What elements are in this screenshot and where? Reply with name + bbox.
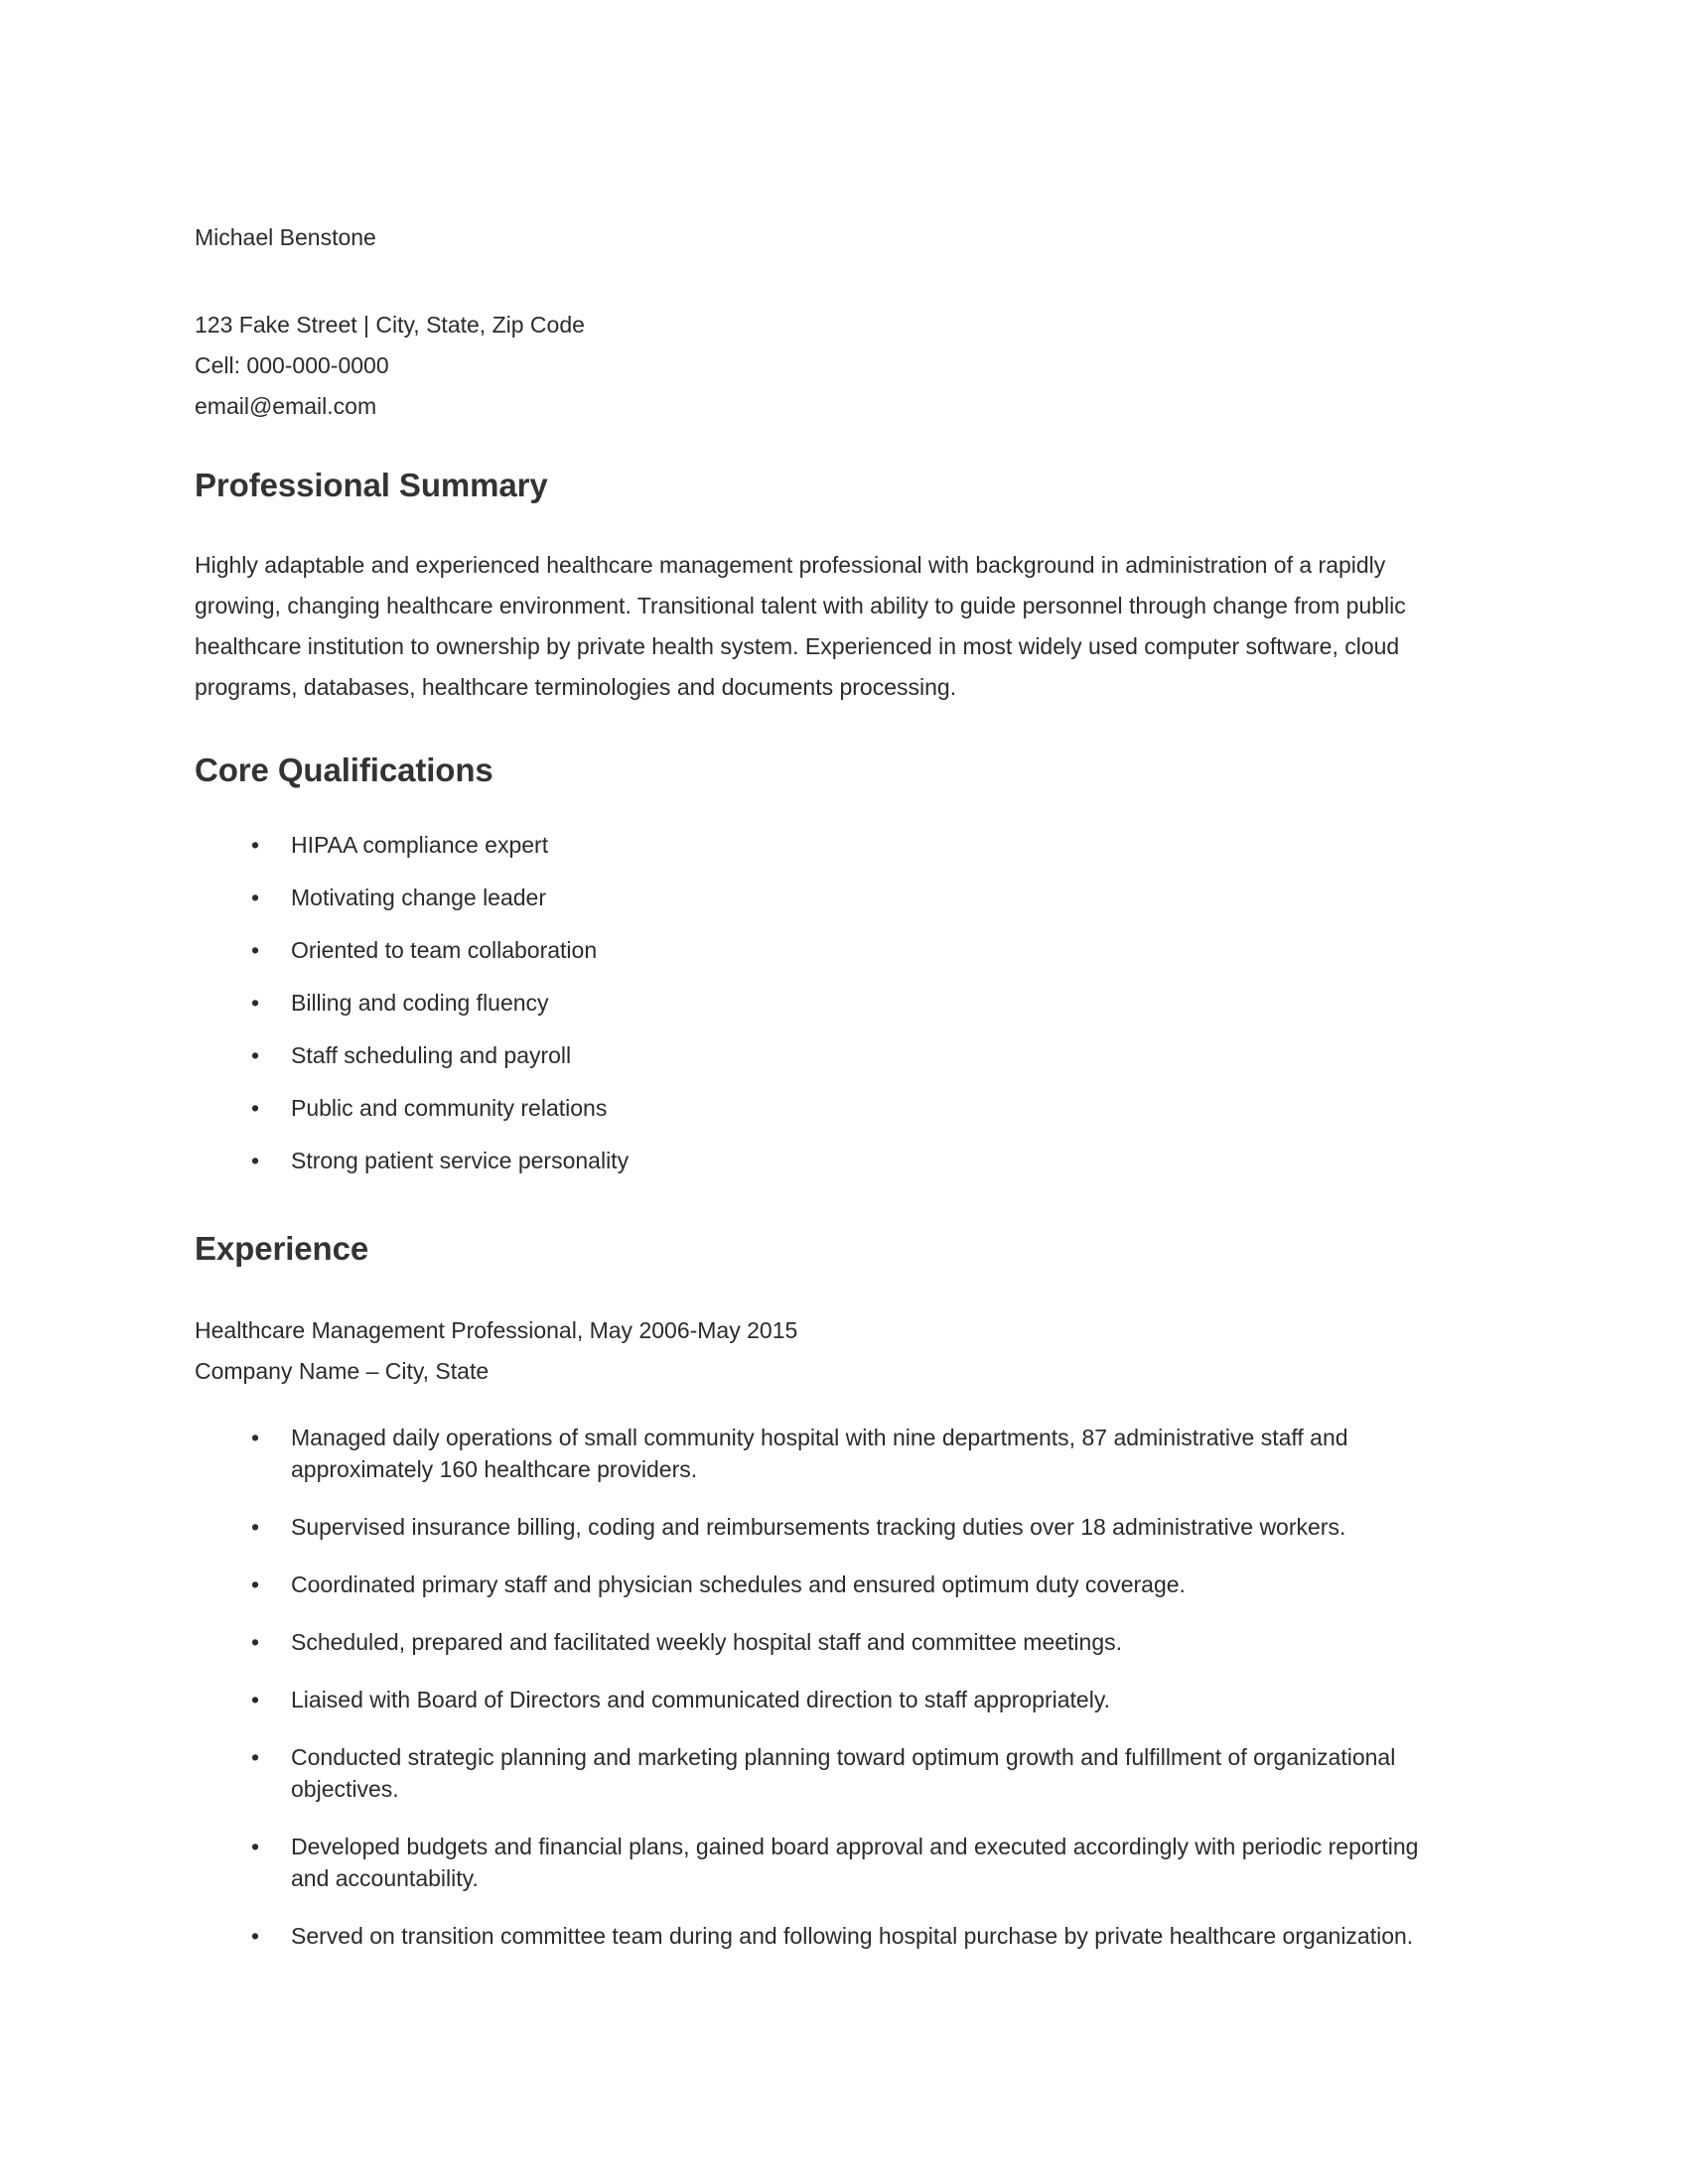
- list-item-label: Motivating change leader: [291, 885, 546, 910]
- list-item: [195, 1626, 1450, 1658]
- job-responsibilities-list: [195, 1422, 1450, 1952]
- section-heading-core-qualifications: Core Qualifications: [195, 751, 493, 788]
- bullet-dot-icon: •: [251, 1687, 260, 1712]
- bullet-dot-icon: •: [251, 1425, 260, 1450]
- list-item-label: Public and community relations: [291, 1095, 608, 1121]
- section-heading-professional-summary: Professional Summary: [195, 467, 548, 503]
- contact-block: [195, 305, 1450, 427]
- list-item-label: Staff scheduling and payroll: [291, 1042, 572, 1068]
- list-item-label: HIPAA compliance expert: [291, 832, 549, 858]
- list-item: [195, 1146, 1450, 1176]
- list-item-label: Liaised with Board of Directors and communicated direction to staff appropriately.: [291, 1687, 1111, 1712]
- contact-email: email@email.com: [195, 393, 377, 419]
- experience-section: [195, 1310, 1450, 1952]
- list-item: [195, 1511, 1450, 1543]
- contact-address: 123 Fake Street | City, State, Zip Code: [195, 312, 585, 338]
- candidate-name: Michael Benstone: [195, 224, 376, 250]
- bullet-dot-icon: •: [251, 1514, 260, 1540]
- list-item: [195, 935, 1450, 966]
- core-qualifications-list: [195, 830, 1450, 1176]
- list-item-label: Supervised insurance billing, coding and reimbursements tracking duties over 18 administrative workers.: [291, 1514, 1346, 1540]
- bullet-dot-icon: •: [251, 1629, 260, 1655]
- list-item-label: Served on transition committee team during and following hospital purchase by private healthcare organization.: [291, 1923, 1414, 1949]
- list-item: [195, 1422, 1450, 1485]
- list-item: [195, 1831, 1450, 1894]
- list-item: [195, 1040, 1450, 1071]
- bullet-dot-icon: •: [251, 832, 260, 858]
- list-item: [195, 1741, 1450, 1805]
- bullet-dot-icon: •: [251, 1148, 260, 1173]
- list-item: [195, 988, 1450, 1019]
- section-heading-experience: Experience: [195, 1230, 369, 1267]
- list-item-label: Coordinated primary staff and physician schedules and ensured optimum duty coverage.: [291, 1571, 1186, 1597]
- list-item-label: Billing and coding fluency: [291, 990, 549, 1016]
- job-title-and-dates: Healthcare Management Professional, May 2006-May 2015: [195, 1317, 798, 1343]
- list-item-label: Oriented to team collaboration: [291, 937, 598, 963]
- list-item-label: Developed budgets and financial plans, gained board approval and executed accordingly with periodic reporting and accountability.: [291, 1834, 1419, 1891]
- professional-summary-body: Highly adaptable and experienced healthcare management professional with background in administration of a rapidly growing, changing healthcare environment. Transitional talent with ability to guide personnel through change from public healthcare institution to ownership by private health system. Experienced in most widely used computer software, cloud programs, databases, healthcare terminologies and documents processing.: [195, 552, 1406, 700]
- bullet-dot-icon: •: [251, 937, 260, 963]
- bullet-dot-icon: •: [251, 1923, 260, 1949]
- list-item-label: Strong patient service personality: [291, 1148, 630, 1173]
- list-item: [195, 830, 1450, 861]
- bullet-dot-icon: •: [251, 1571, 260, 1597]
- contact-phone: Cell: 000-000-0000: [195, 352, 389, 378]
- bullet-dot-icon: •: [251, 1744, 260, 1770]
- bullet-dot-icon: •: [251, 885, 260, 910]
- job-company-and-location: Company Name – City, State: [195, 1358, 490, 1384]
- list-item: [195, 1569, 1450, 1600]
- job-header: [195, 1310, 1450, 1392]
- list-item-label: Conducted strategic planning and marketing planning toward optimum growth and fulfillment of organizational objectives.: [291, 1744, 1396, 1802]
- list-item-label: Managed daily operations of small community hospital with nine departments, 87 administrative staff and approximately 160 healthcare providers.: [291, 1425, 1348, 1482]
- list-item: [195, 1920, 1450, 1952]
- list-item: [195, 1093, 1450, 1124]
- list-item-label: Scheduled, prepared and facilitated weekly hospital staff and committee meetings.: [291, 1629, 1123, 1655]
- bullet-dot-icon: •: [251, 1095, 260, 1121]
- bullet-dot-icon: •: [251, 990, 260, 1016]
- list-item: [195, 883, 1450, 913]
- bullet-dot-icon: •: [251, 1834, 260, 1859]
- list-item: [195, 1684, 1450, 1715]
- bullet-dot-icon: •: [251, 1042, 260, 1068]
